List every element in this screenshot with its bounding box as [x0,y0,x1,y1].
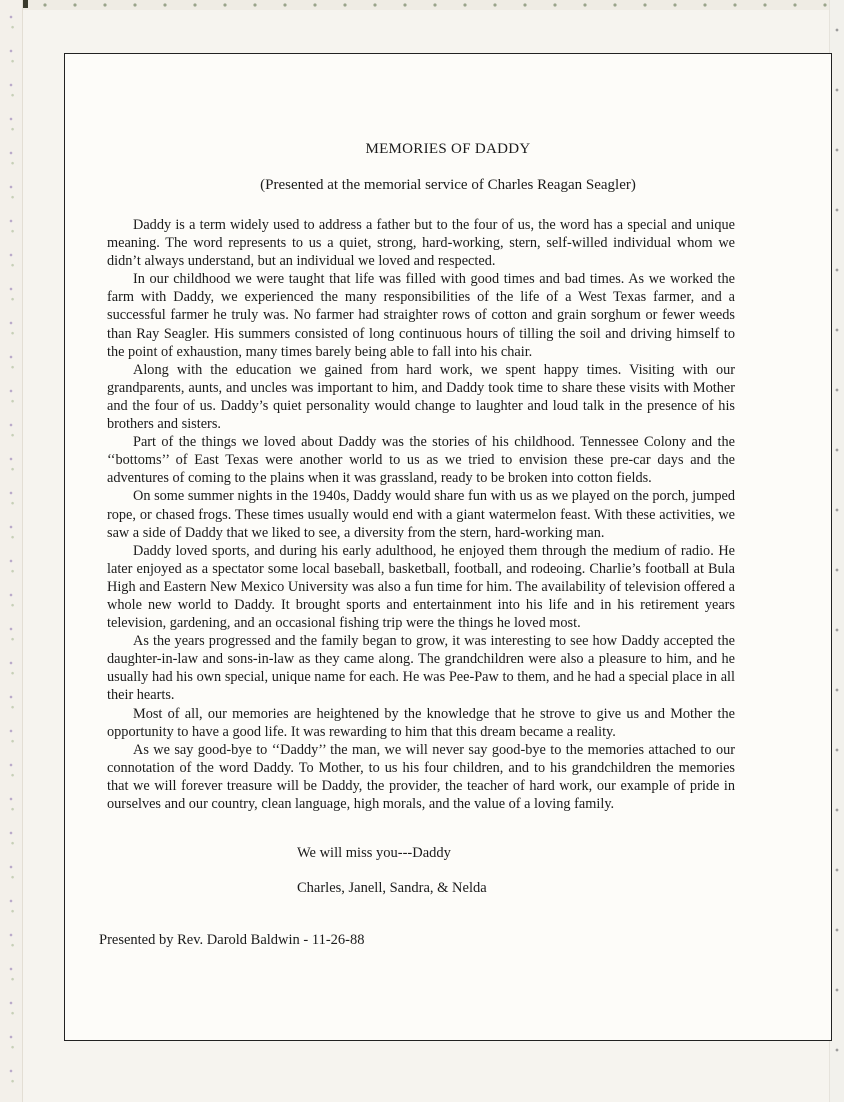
memorial-sheet [64,53,832,1041]
presenter-credit: Presented by Rev. Darold Baldwin - 11-26-88 [99,932,365,948]
document-subtitle: (Presented at the memorial service of Charles Reagan Seagler) [260,177,636,193]
signatures: Charles, Janell, Sandra, & Nelda [297,880,487,896]
paragraph: Daddy is a term widely used to address a father but to the four of us, the word has a special and unique meaning. The word represents to us a quiet, strong, hard-working, stern, self-willed individual whom we didn’t always understand, but an individual we loved and respected. [107,217,735,270]
paragraph: On some summer nights in the 1940s, Daddy would share fun with us as we played on the porch, jumped rope, or chased frogs. These times usually would end with a giant watermelon feast. With these activities, we saw a side of Daddy that we liked to see, a diversity from the stern, hard-working man. [107,488,735,541]
paragraph: Along with the education we gained from hard work, we spent happy times. Visiting with our grandparents, aunts, and uncles was important to him, and Daddy took time to share these visits with Mother and the four of us. Daddy’s quiet personality would change to laughter and loud talk in the presence of his brothers and sisters. [107,361,735,433]
paragraph: Daddy loved sports, and during his early adulthood, he enjoyed them through the medium of radio. He later enjoyed as a spectator some local baseball, basketball, football, and rodeoing. Charlie’s football at Bula High and Eastern New Mexico University was also a fun time for him. The availability of television offered a whole new world to Daddy. It brought sports and entertainment into his life and in his retirement years television, gardening, and an occasional fishing trip were the things he loved most. [107,542,735,632]
memorial-body [107,216,735,813]
paragraph: As the years progressed and the family began to grow, it was interesting to see how Daddy accepted the daughter-in-law and sons-in-law as they came along. The grandchildren were also a pleasure to him, and he usually had his own special, unique name for each. He was Pee-Paw to them, and he had a special place in all their hearts. [107,633,735,704]
album-page-top-edge [0,0,844,10]
document-title: MEMORIES OF DADDY [365,141,531,157]
paragraph: As we say good-bye to ‘‘Daddy’’ the man, we will never say good-bye to the memories attached to our connotation of the word Daddy. To Mother, to us his four children, and to his grandchildren the memories that we will forever treasure will be Daddy, the provider, the teacher of hard work, our example of pride in ourselves and our country, clean language, high morals, and the value of a loving family. [107,741,735,812]
paragraph: Part of the things we loved about Daddy was the stories of his childhood. Tennessee Colony and the ‘‘bottoms’’ of East Texas were another world to us as we tried to envision these pre-car days and the adventures of coming to the plains when it was grassland, ready to be broken into cotton fields. [107,434,735,487]
closing-line: We will miss you---Daddy [297,845,451,861]
paragraph: Most of all, our memories are heightened by the knowledge that he strove to give us and Mother the opportunity to have a good life. It was rewarding to him that this dream became a reality. [107,705,735,740]
paragraph: In our childhood we were taught that life was filled with good times and bad times. As we worked the farm with Daddy, we experienced the many responsibilities of the life of a West Texas farmer, and a successful farmer he truly was. No farmer had straighter rows of cotton and grain sorghum or fewer weeds than Ray Seagler. His summers consisted of long continuous hours of tilling the soil and driving himself to the point of exhaustion, many times barely being able to fall into his chair. [107,271,735,360]
album-page-left-edge [0,0,23,1102]
